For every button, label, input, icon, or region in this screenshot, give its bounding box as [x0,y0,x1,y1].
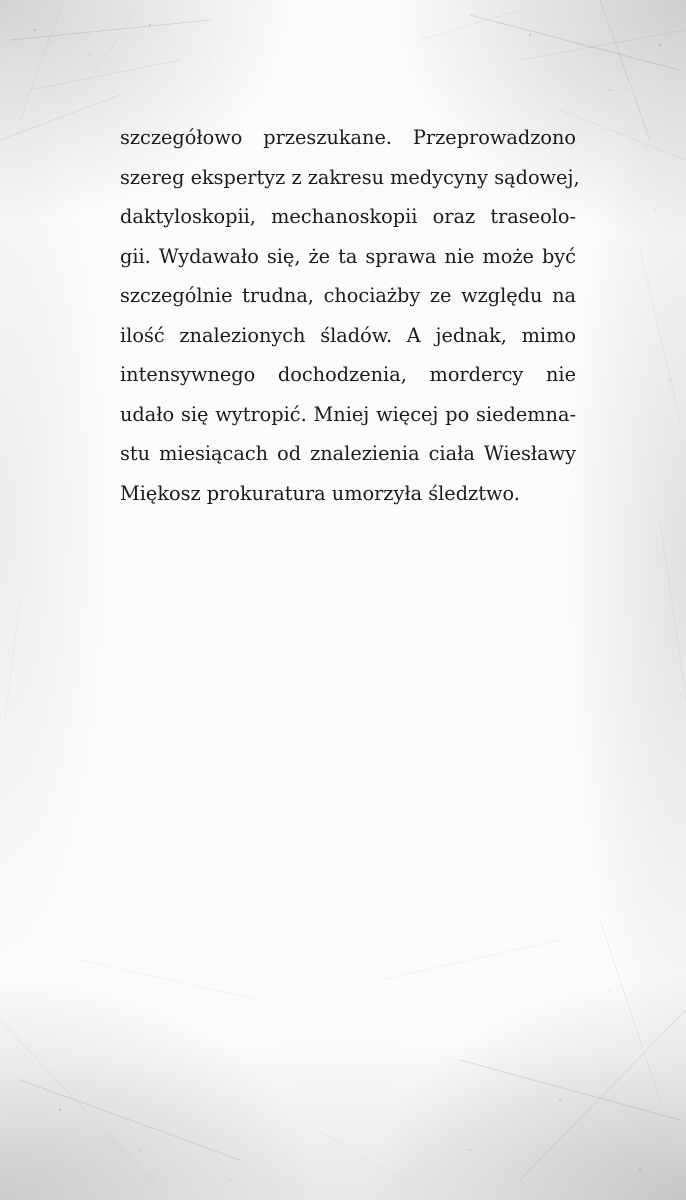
paragraph-line-6: ilość znalezionych śladów. A jednak, mimo [120,323,576,347]
paragraph-line-1: szczegółowo przeszukane. Przeprowadzono [120,126,576,149]
paragraph-line-7: intensywnego dochodzenia, mordercy nie [120,363,576,386]
paragraph-line-3: daktyloskopii, mechanoskopii oraz traseolo- [120,205,576,228]
paragraph-line-4: gii. Wydawało się, że ta sprawa nie może być [120,244,576,268]
paragraph-line-9: stu miesiącach od znalezienia ciała Wiesławy [120,442,576,465]
paragraph-line-2: szereg ekspertyz z zakresu medycyny sądowej, [120,165,580,189]
body-paragraph [120,118,580,513]
paragraph-line-10: Miękosz prokuratura umorzyła śledztwo. [120,481,520,505]
paragraph-line-8: udało się wytropić. Mniej więcej po siedemna- [120,402,576,426]
paragraph-line-5: szczególnie trudna, chociażby ze względu na [120,284,576,307]
